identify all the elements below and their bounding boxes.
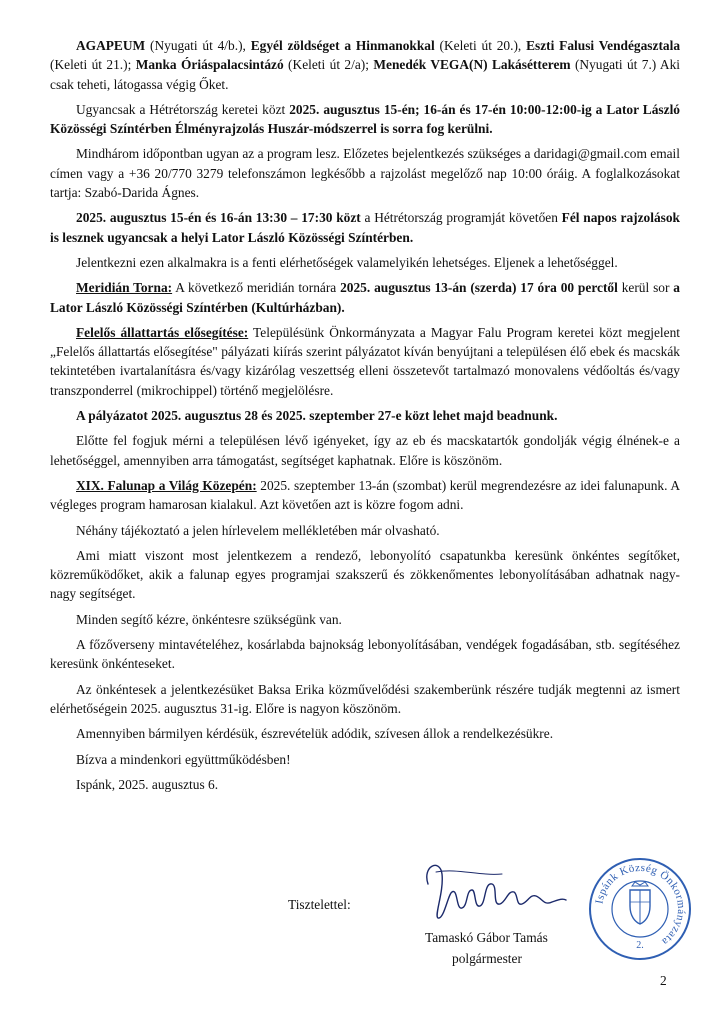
bold-text: 2025. augusztus 15-én; 16-án és 17-én 10:00-12:00-ig a Lator László Közösségi Színtérben Élményrajzolás Huszár-módszerrel is sorra fog kerülni. <box>50 101 680 137</box>
letter-body <box>50 36 680 800</box>
signer-name: Tamaskó Gábor Tamás <box>425 930 548 945</box>
bold-text: Manka Óriáspalacsintázó <box>135 57 284 73</box>
paragraph <box>50 406 680 425</box>
text-run: Bízva a mindenkori együttműködésben! <box>76 751 291 767</box>
paragraph <box>50 208 680 247</box>
text-run: Minden segítő kézre, önkéntesre szükségünk van. <box>76 611 342 627</box>
bold-text: Felelős állattartás elősegítése: <box>76 324 249 340</box>
paragraph <box>50 323 680 400</box>
bold-text: Eszti Falusi Vendégasztala <box>526 38 681 53</box>
bold-text: AGAPEUM <box>76 38 146 53</box>
bold-text: A pályázatot 2025. augusztus 28 és 2025. szeptember 27-e közt lehet majd beadnunk. <box>76 408 558 424</box>
bold-text: a Lator László Közösségi Színtérben (Kultúrházban). <box>50 280 680 315</box>
paragraph <box>50 750 680 769</box>
text-run: Ami miatt viszont most jelentkezem a rendező, lebonyolító csapatunkba keresünk önkéntes segítőket, közreműködőket, akik a falunap egyes programjai szakszerű és zökkenőmentes lebonyolításában adhatnak nagy-nagy segítséget. <box>50 547 680 602</box>
closing-greeting: Tisztelettel: <box>288 897 351 912</box>
paragraph <box>50 546 680 604</box>
text-run: (Nyugati út 7.) Aki csak teheti, látogassa végig Őket. <box>50 57 680 92</box>
bold-text: 2025. augusztus 15-én és 16-án 13:30 – 17:30 közt <box>76 210 361 226</box>
paragraph <box>50 680 680 719</box>
paragraph <box>50 253 680 272</box>
bold-text: Meridián Torna: <box>76 280 173 296</box>
text-run: Jelentkezni ezen alkalmakra is a fenti elérhetőségek valamelyikén lehetséges. Eljenek a lehetőséggel. <box>76 254 618 270</box>
text-run: (Keleti út 20.), <box>434 38 527 53</box>
handwritten-signature <box>418 854 568 934</box>
text-run: A főzőverseny mintavételéhez, kosárlabda bajnokság lebonyolításában, vendégek fogadásában, stb. segítéséhez keresünk önkénteseket. <box>50 637 680 672</box>
text-run: (Keleti út 21.); <box>50 57 136 73</box>
text-run: Mindhárom időpontban ugyan az a program lesz. Előzetes bejelentkezés szükséges a daridagi@gmail.com email címen vagy a +36 20/770 3279 telefonszámon legkésőbb a rajzolást megelőző nap 10:00 óráig. A foglalkozásokat tartja: Szabó-Darida Ágnes. <box>50 146 680 201</box>
page-number: 2 <box>660 973 667 988</box>
text-run: a Hétrétország programját követően <box>360 210 562 226</box>
bold-text: Menedék VEGA(N) Lakásétterem <box>373 57 571 73</box>
stamp-number: 2. <box>636 940 644 951</box>
text-run: (Nyugati út 4/b.), <box>145 38 251 53</box>
text-run: Településünk Önkormányzata a Magyar Falu Program keretei közt megjelent „Felelős állattartás elősegítése" pályázati kiírás szerint pályázatot kíván benyújtani a településen élő ebek és macskák tekintetében ivartalanításra és/vagy kizárólag veszettség elleni összetevőt tartalmazó monovalens védőoltás és/vagy transzponderrel (mikrochippel) történő megjelölésre. <box>50 324 681 398</box>
paragraph <box>50 100 680 139</box>
text-run: Ispánk, 2025. augusztus 6. <box>76 776 219 792</box>
bold-text: Egyél zöldséget a Hinmanokkal <box>250 38 435 53</box>
paragraph <box>50 144 680 202</box>
text-run: A következő meridián tornára <box>172 280 341 296</box>
text-run: Ugyancsak a Hétrétország keretei közt <box>76 101 290 117</box>
paragraph <box>50 610 680 629</box>
bold-text: 2025. augusztus 13-án (szerda) 17 óra 00 perctől <box>340 280 618 296</box>
stamp-text: Ispánk Község Önkormányzata <box>593 861 688 948</box>
paragraph <box>50 635 680 674</box>
text-run: Előtte fel fogjuk mérni a településen lévő igényeket, így az eb és macskatartók gondolják végig élnének-e a lehetőséggel, amennyiben arra támogatást, segítséget kaphatnak. Előre is köszönöm. <box>50 433 680 468</box>
bold-text: Fél napos rajzolások is lesznek ugyancsak a helyi Lator László Közösségi Színtérben. <box>50 210 681 245</box>
bold-text: XIX. Falunap a Világ Közepén: <box>76 477 257 493</box>
text-run: kerül sor <box>617 280 674 296</box>
text-run: Amennyiben bármilyen kérdésük, észrevételük adódik, szívesen állok a rendelkezésükre. <box>76 726 554 742</box>
paragraph <box>50 775 680 794</box>
signer-title: polgármester <box>452 951 522 966</box>
text-run: 2025. szeptember 13-án (szombat) kerül megrendezésre az idei falunapunk. A végleges program hamarosan kialakul. Azt követően azt is közre fogom adni. <box>50 477 680 513</box>
text-run: Az önkéntesek a jelentkezésüket Baksa Erika közművelődési szakemberünk részére tudják megtenni az ismert elérhetőségein 2025. augusztus 31-ig. Előre is nagyon köszönöm. <box>50 681 680 716</box>
paragraph <box>50 431 680 470</box>
paragraph <box>50 36 680 94</box>
paragraph <box>50 476 680 515</box>
text-run: Néhány tájékoztató a jelen hírlevelem mellékletében már olvasható. <box>76 522 440 538</box>
coat-of-arms-icon <box>630 882 650 924</box>
official-stamp <box>585 854 695 964</box>
paragraph <box>50 724 680 743</box>
paragraph <box>50 521 680 540</box>
text-run: (Keleti út 2/a); <box>283 57 374 73</box>
paragraph <box>50 278 680 317</box>
